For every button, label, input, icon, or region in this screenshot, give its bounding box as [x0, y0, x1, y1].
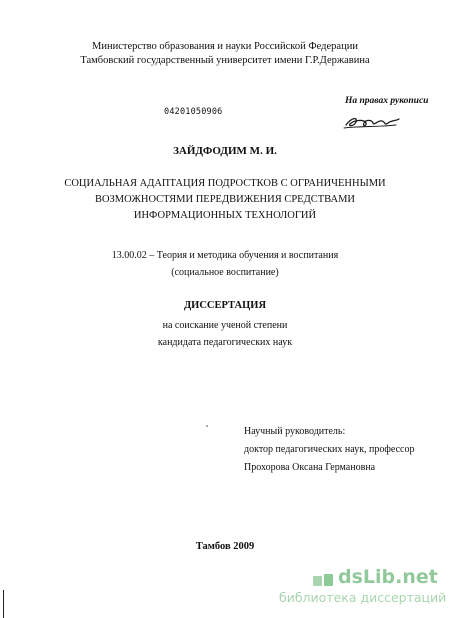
degree-block — [0, 317, 450, 351]
author-name: ЗАЙДФОДИМ М. И. — [173, 145, 277, 157]
specialty-note: (социальное воспитание) — [171, 267, 279, 278]
university-line: Тамбовский государственный университет имени Г.Р.Державина — [80, 55, 370, 66]
scan-edge-mark — [3, 590, 4, 618]
advisor-name: Прохорова Оксана Германовна — [244, 462, 376, 473]
title-line: ВОЗМОЖНОСТЯМИ ПЕРЕДВИЖЕНИЯ СРЕДСТВАМИ — [94, 194, 356, 205]
watermark-brand[interactable]: dsLib.net — [338, 566, 438, 588]
dissertation-heading: ДИССЕРТАЦИЯ — [183, 300, 267, 311]
degree-line: кандидата педагогических наук — [157, 337, 293, 348]
handwritten-signature — [342, 111, 402, 133]
rights-label: На правах рукописи — [345, 96, 429, 106]
advisor-label: Научный руководитель: — [244, 426, 346, 437]
scan-speck — [206, 425, 208, 427]
watermark-subtitle: библиотека диссертаций — [279, 590, 447, 605]
dissertation-title — [0, 176, 450, 224]
specialty-block — [0, 247, 450, 281]
degree-line: на соискание ученой степени — [162, 320, 288, 331]
advisor-block — [244, 423, 414, 477]
city-year: Тамбов 2009 — [195, 541, 255, 552]
ministry-header — [0, 40, 450, 68]
specialty-code: 13.00.02 – Теория и методика обучения и воспитания — [111, 250, 339, 261]
ministry-line: Министерство образования и науки Российской Федерации — [92, 41, 358, 52]
advisor-degree: доктор педагогических наук, профессор — [244, 444, 415, 455]
title-line: СОЦИАЛЬНАЯ АДАПТАЦИЯ ПОДРОСТКОВ С ОГРАНИЧЕННЫМИ — [64, 178, 386, 189]
library-logo-icon — [312, 573, 334, 587]
title-line: ИНФОРМАЦИОННЫХ ТЕХНОЛОГИЙ — [133, 210, 317, 221]
serial-number: 04201050906 — [164, 107, 223, 117]
